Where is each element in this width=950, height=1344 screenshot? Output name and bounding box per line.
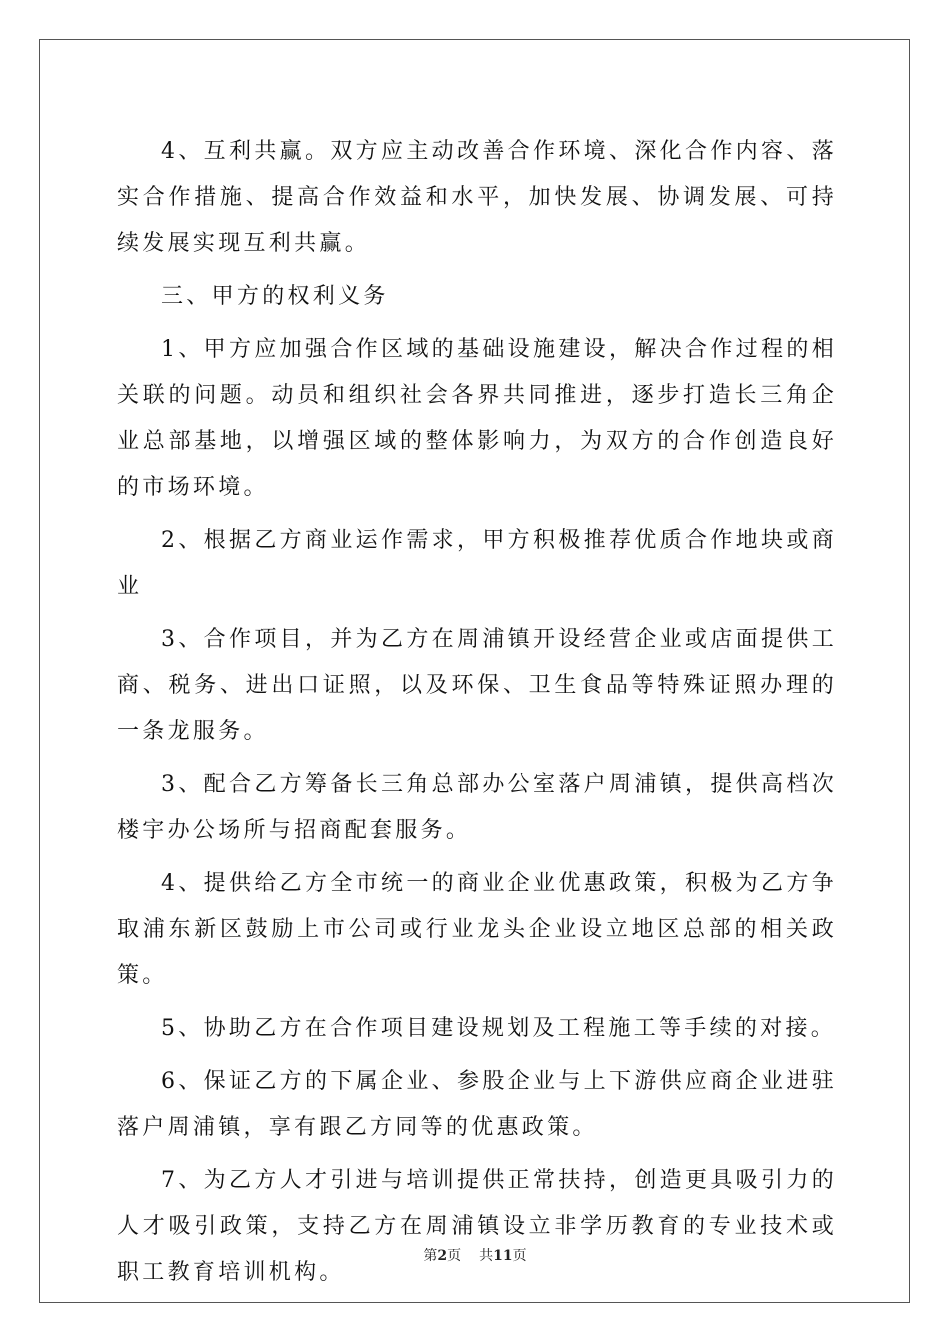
page-suffix: 页 [447, 1248, 462, 1264]
paragraph: 4、提供给乙方全市统一的商业企业优惠政策，积极为乙方争取浦东新区鼓励上市公司或行业龙头企业设立地区总部的相关政策。 [117, 871, 837, 988]
paragraph: 1、甲方应加强合作区域的基础设施建设，解决合作过程的相关联的问题。动员和组织社会各界共同推进，逐步打造长三角企业总部基地，以增强区域的整体影响力，为双方的合作创造良好的市场环境。 [117, 337, 837, 500]
paragraph: 5、协助乙方在合作项目建设规划及工程施工等手续的对接。 [161, 1016, 837, 1041]
paragraph: 4、互利共赢。双方应主动改善合作环境、深化合作内容、落实合作措施、提高合作效益和水平，加快发展、协调发展、可持续发展实现互利共赢。 [117, 139, 837, 256]
total-pages: 11 [493, 1248, 513, 1264]
paragraph: 7、为乙方人才引进与培训提供正常扶持，创造更具吸引力的人才吸引政策，支持乙方在周浦镇设立非学历教育的专业技术或职工教育培训机构。 [117, 1168, 837, 1285]
document-body [117, 129, 837, 1296]
total-suffix: 页 [512, 1248, 527, 1264]
paragraph: 6、保证乙方的下属企业、参股企业与上下游供应商企业进驻落户周浦镇，享有跟乙方同等的优惠政策。 [117, 1069, 837, 1140]
page-footer [0, 1246, 950, 1266]
page-prefix: 第 [423, 1248, 438, 1264]
total-prefix: 共 [479, 1248, 494, 1264]
paragraph: 2、根据乙方商业运作需求，甲方积极推荐优质合作地块或商业 [117, 528, 837, 599]
section-heading: 三、甲方的权利义务 [161, 284, 389, 309]
page-number: 2 [437, 1248, 448, 1264]
paragraph: 3、配合乙方筹备长三角总部办公室落户周浦镇，提供高档次楼宇办公场所与招商配套服务。 [117, 772, 837, 843]
paragraph: 3、合作项目，并为乙方在周浦镇开设经营企业或店面提供工商、税务、进出口证照，以及环保、卫生食品等特殊证照办理的一条龙服务。 [117, 627, 837, 744]
